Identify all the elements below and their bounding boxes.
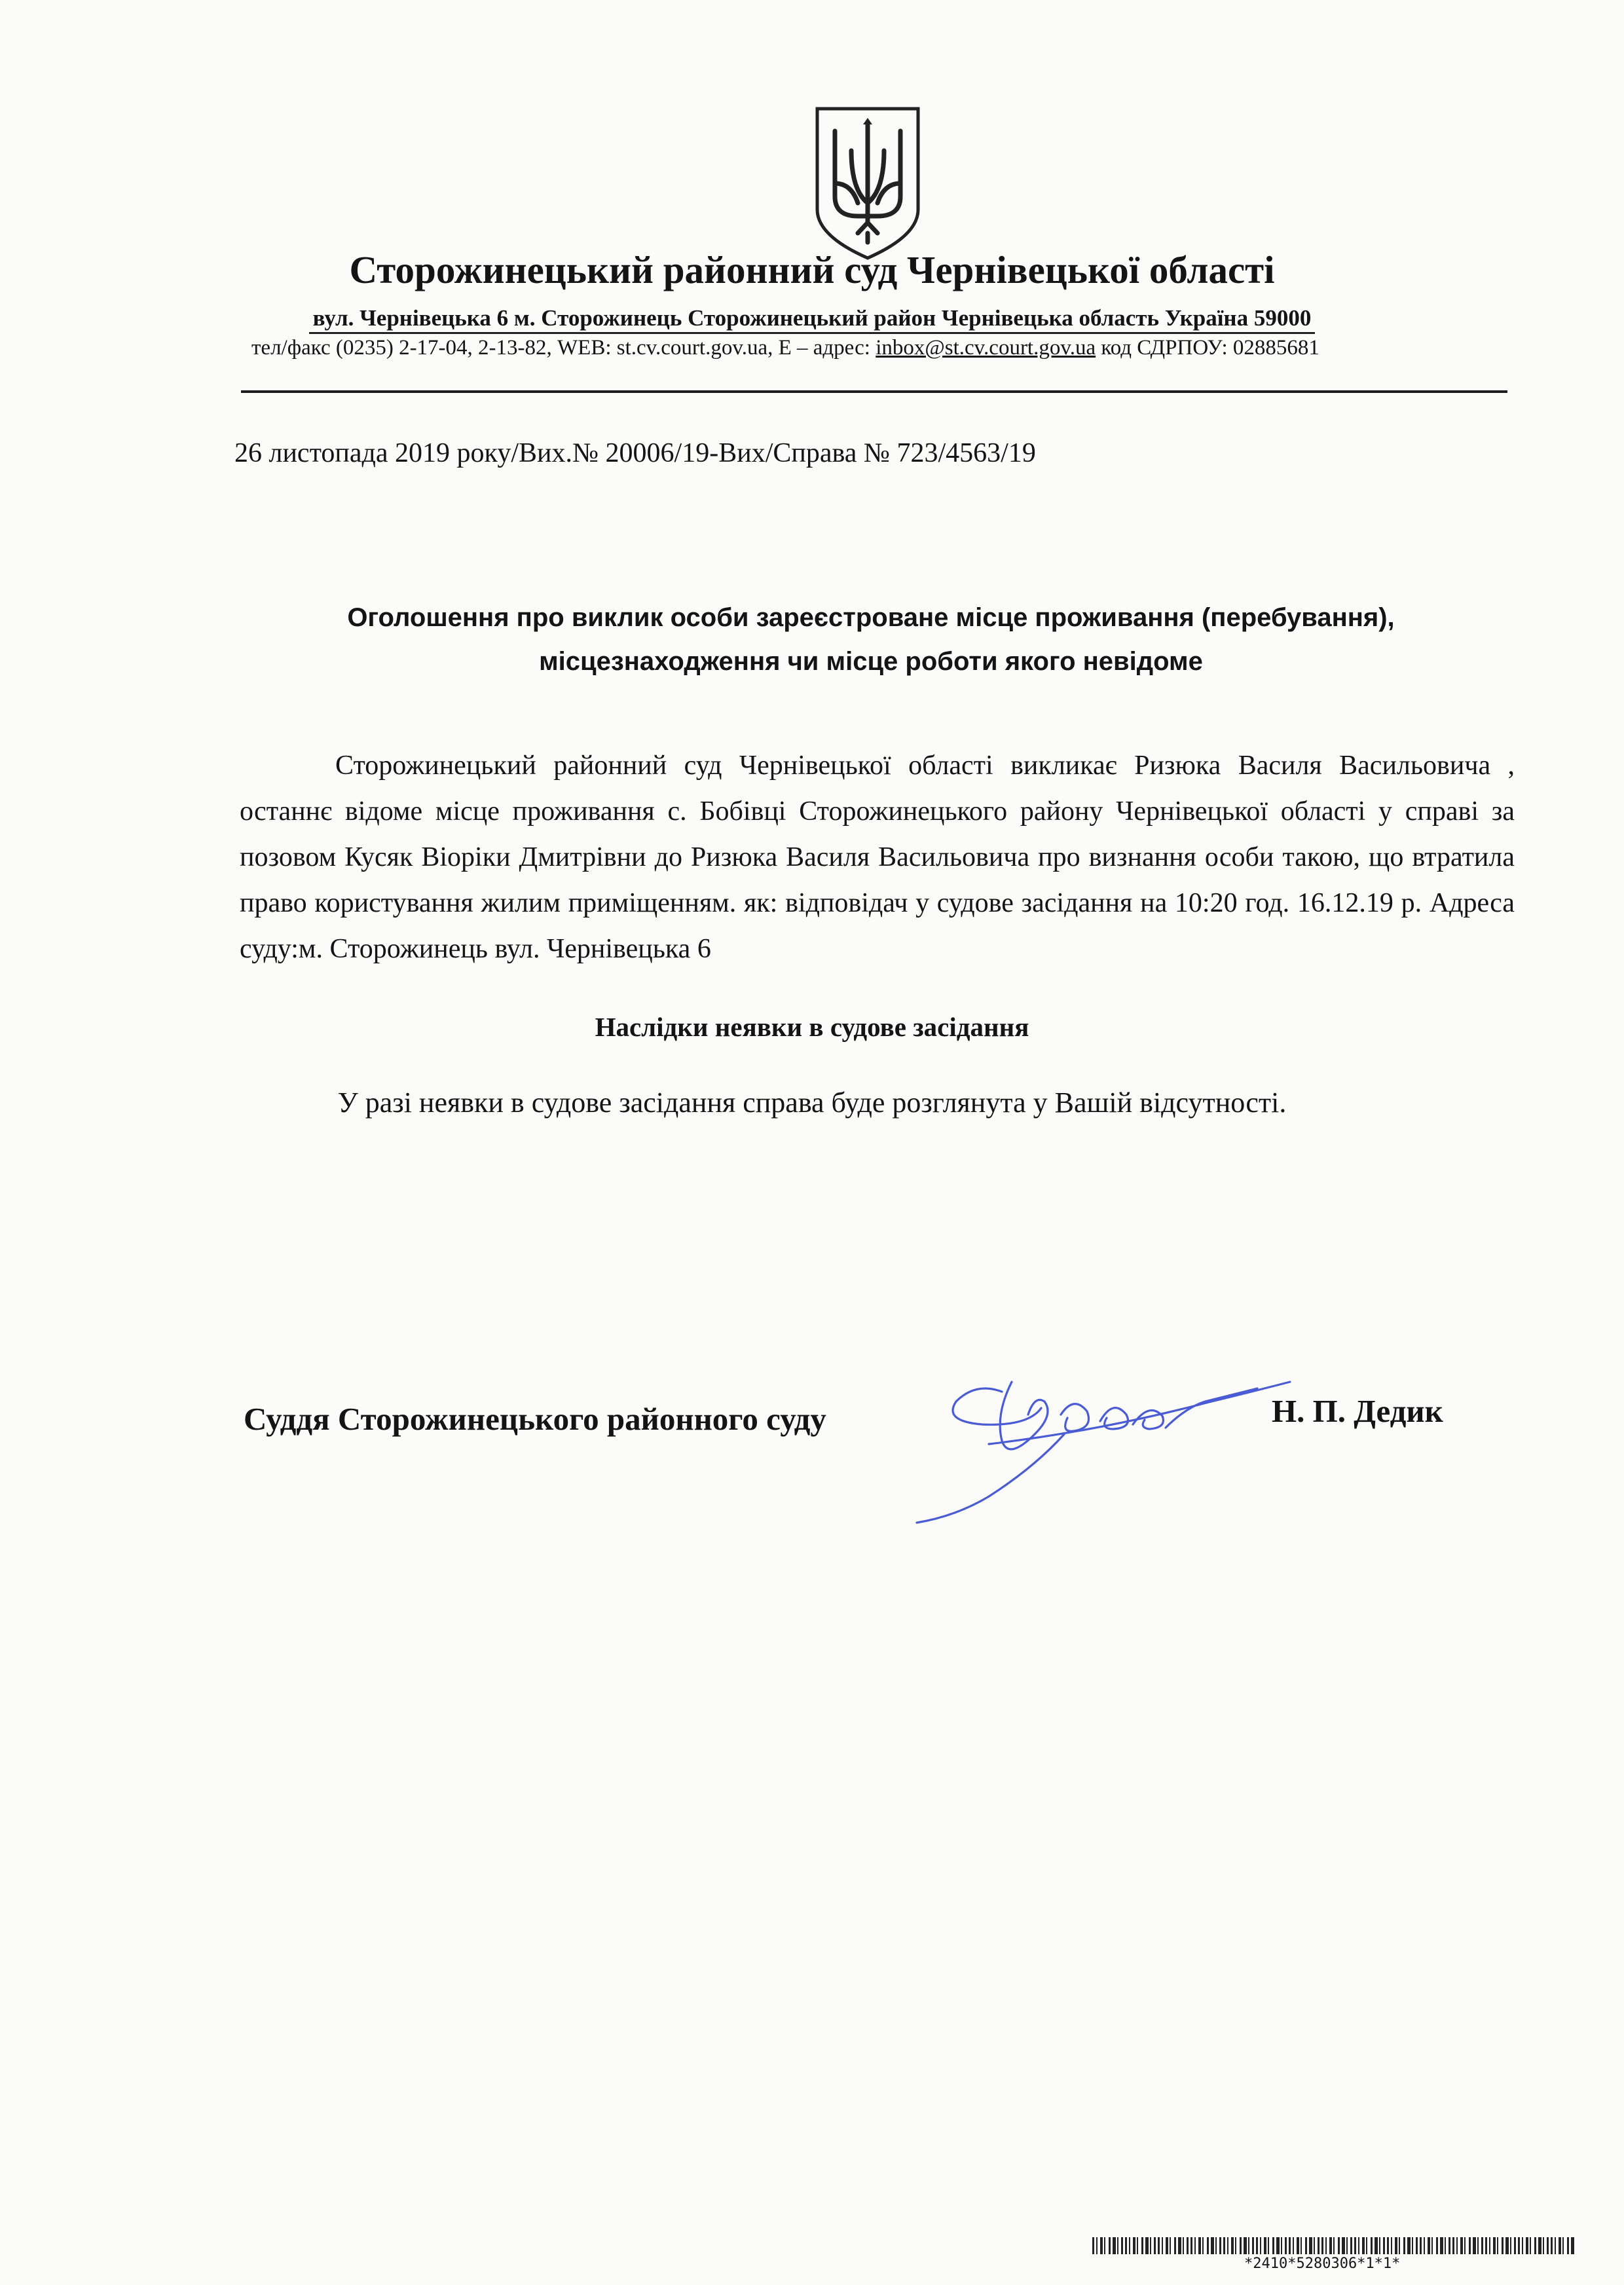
notice-title-line-2: місцезнаходження чи місце роботи якого невідоме: [539, 647, 1203, 676]
contacts-prefix: тел/факс (0235) 2-17-04, 2-13-82, WEB: st.cv.court.gov.ua, E – адрес:: [251, 336, 876, 360]
notice-title-line-1: Оголошення про виклик особи зареєстроване місце проживання (перебування),: [347, 603, 1395, 632]
handwritten-signature: [904, 1356, 1310, 1539]
reference-line: 26 листопада 2019 року/Вих.№ 20006/19-Вих/Справа № 723/4563/19: [234, 438, 1036, 468]
court-contacts: [251, 336, 1320, 360]
barcode-number: *2410*5280306*1*1*: [1244, 2256, 1401, 2272]
contacts-suffix: код СДРПОУ: 02885681: [1096, 336, 1320, 360]
consequences-title: Наслідки неявки в судове засідання: [595, 1012, 1029, 1042]
judge-position: Суддя Сторожинецького районного суду: [244, 1401, 826, 1437]
email-link[interactable]: inbox@st.cv.court.gov.ua: [876, 336, 1096, 360]
court-address: вул. Чернівецька 6 м. Сторожинець Сторожинецький район Чернівецька область Україна 59000: [0, 305, 1624, 331]
header-divider: [241, 390, 1507, 393]
notice-body: Сторожинецький районний суд Чернівецької області викликає Ризюка Василя Васильовича , останнє відоме місце проживання с. Бобівці Сторожинецького району Чернівецької області у справі за позовом Кусяк Віоріки Дмитрівни до Ризюка Василя Васильовича про визнання особи такою, що втратила право користування жилим приміщенням. як: відповідач у судове засідання на 10:20 год. 16.12.19 р. Адреса суду:м. Сторожинець вул. Чернівецька 6: [240, 751, 1515, 964]
trident-coat-of-arms-icon: [812, 105, 923, 262]
barcode-icon: [1092, 2237, 1577, 2254]
notice-title: [249, 596, 1493, 684]
court-name: Сторожинецький районний суд Чернівецької області: [349, 248, 1275, 291]
consequences-text: У разі неявки в судове засідання справа буде розглянута у Вашій відсутності.: [337, 1087, 1287, 1119]
judge-name: Н. П. Дедик: [1272, 1393, 1443, 1429]
